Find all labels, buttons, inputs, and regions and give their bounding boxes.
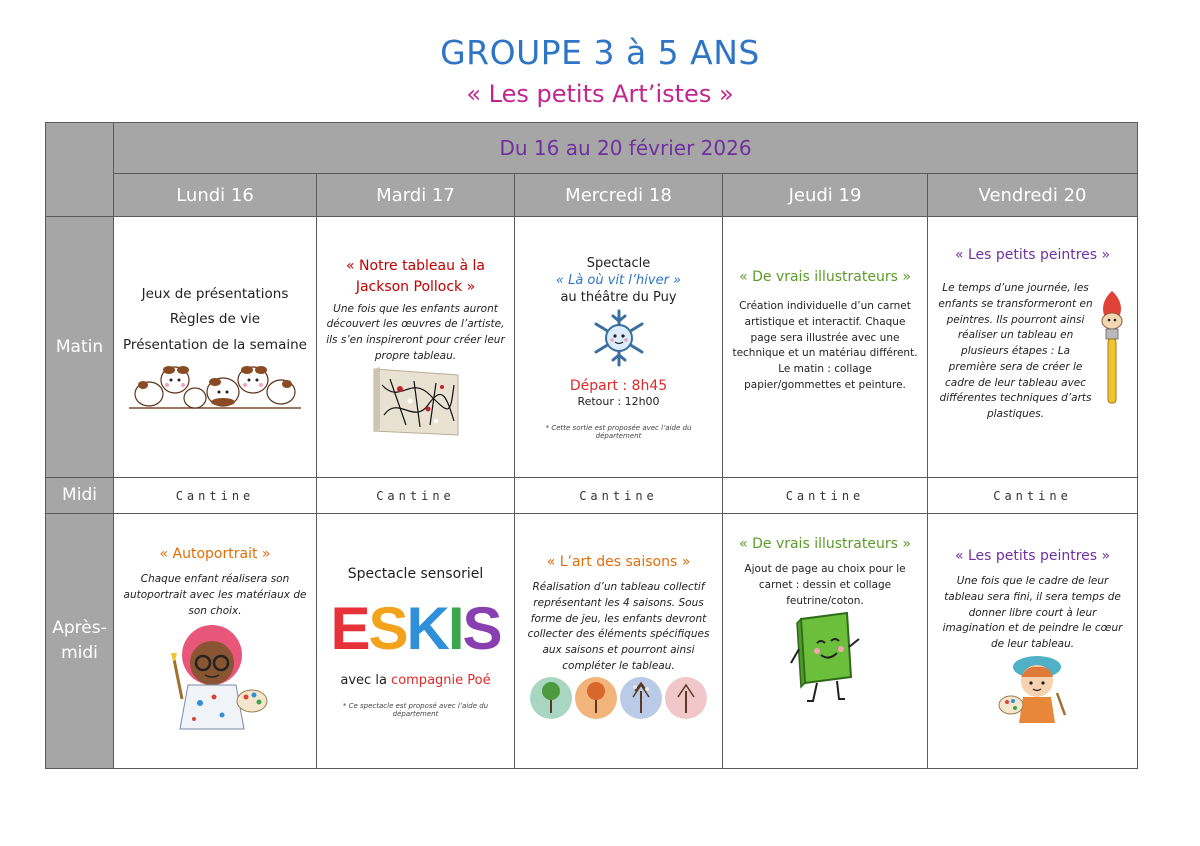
matin-lundi-cell — [114, 217, 317, 478]
day-wednesday: Mercredi 18 — [515, 174, 723, 217]
matin-jeudi-cell — [723, 217, 928, 478]
eskis-logo — [325, 595, 506, 662]
am-vendredi-title: « Les petits peintres » — [954, 548, 1111, 564]
matin-lundi-line3: Présentation de la semaine — [123, 336, 307, 353]
matin-lundi-line2: Règles de vie — [169, 311, 261, 328]
matin-vendredi-cell — [928, 217, 1138, 478]
row-label-matin: Matin — [46, 217, 114, 478]
am-mercredi-cell — [515, 514, 723, 769]
matin-mardi-text: Une fois que les enfants auront découvert les œuvres de l’artiste, ils s’en inspireront pour créer leur propre tableau. — [326, 302, 505, 362]
am-vendredi-cell — [928, 514, 1138, 769]
pollock-painting — [370, 365, 462, 439]
snowflake-icon — [589, 308, 649, 368]
eskis-letter: I — [447, 595, 463, 662]
painter-boy-illustration — [997, 653, 1069, 727]
schedule-table — [45, 122, 1138, 769]
page-subtitle: « Les petits Art’istes » — [466, 80, 734, 108]
row-label-apres-midi — [46, 514, 114, 769]
am-vendredi-text: Une fois que le cadre de leur tableau sera fini, il sera temps de donner libre court à leur imagination et de peindre le cœur de leur tableau. — [942, 575, 1123, 650]
matin-mercredi-depart: Départ : 8h45 — [569, 377, 668, 394]
am-mardi-cell — [317, 514, 515, 769]
day-monday: Lundi 16 — [114, 174, 317, 217]
day-thursday: Jeudi 19 — [723, 174, 928, 217]
matin-jeudi-text: Création individuelle d’un carnet artistique et interactif. Chaque page sera illustrée avec une technique et un matériau différent. Le matin : collage papier/gommettes et peinture. — [732, 300, 918, 391]
midi-vendredi: Cantine — [928, 478, 1138, 514]
am-mardi-line2: avec la — [340, 673, 392, 688]
row-label-midi: Midi — [46, 478, 114, 514]
am-lundi-cell — [114, 514, 317, 769]
seasons-trees-icons — [529, 675, 709, 721]
bears-illustration — [127, 358, 303, 412]
am-lundi-title: « Autoportrait » — [159, 546, 271, 562]
eskis-letter: S — [462, 595, 501, 662]
matin-mardi-title: « Notre tableau à la Jackson Pollock » — [346, 257, 485, 295]
corner-cell — [46, 123, 114, 217]
painter-girl-illustration — [160, 619, 270, 737]
page-title: GROUPE 3 à 5 ANS — [440, 33, 760, 72]
am-mardi-note: * Ce spectacle est proposé avec l’aide du département — [342, 702, 489, 718]
day-friday: Vendredi 20 — [928, 174, 1138, 217]
midi-jeudi: Cantine — [723, 478, 928, 514]
midi-lundi: Cantine — [114, 478, 317, 514]
am-mercredi-title: « L’art des saisons » — [546, 554, 691, 570]
am-jeudi-text: Ajout de page au choix pour le carnet : dessin et collage feutrine/coton. — [744, 563, 906, 607]
matin-mardi-cell — [317, 217, 515, 478]
am-mardi-line1: Spectacle sensoriel — [347, 566, 484, 582]
matin-jeudi-title: « De vrais illustrateurs » — [739, 269, 911, 285]
am-jeudi-cell — [723, 514, 928, 769]
row-label-apres: Après- — [52, 618, 107, 639]
eskis-letter: S — [368, 595, 407, 662]
matin-vendredi-title: « Les petits peintres » — [954, 247, 1111, 263]
matin-lundi-line1: Jeux de présentations — [141, 285, 289, 302]
eskis-letter: E — [330, 595, 369, 662]
midi-mardi: Cantine — [317, 478, 515, 514]
am-lundi-text: Chaque enfant réalisera son autoportrait avec les matériaux de son choix. — [123, 573, 307, 617]
matin-mercredi-cell — [515, 217, 723, 478]
midi-mercredi: Cantine — [515, 478, 723, 514]
matin-mercredi-place: au théâtre du Puy — [560, 290, 677, 306]
am-jeudi-title: « De vrais illustrateurs » — [739, 536, 911, 552]
book-character-icon — [789, 609, 861, 705]
row-label-midi2: midi — [61, 643, 98, 663]
week-range: Du 16 au 20 février 2026 — [114, 123, 1138, 174]
matin-vendredi-text: Le temps d’une journée, les enfants se transformeront en peintres. Ils pourront ainsi réaliser un tableau en plusieurs étapes : La première sera de créer le cadre de leur tableau avec différentes techniques d’arts plastiques. — [938, 282, 1093, 420]
matin-mercredi-note: * Cette sortie est proposée avec l’aide du département — [545, 424, 692, 441]
am-mercredi-text: Réalisation d’un tableau collectif représentant les 4 saisons. Sous forme de jeu, les enfants devront collecter des éléments spécifiques aux saisons et pourront ainsi compléter le tableau. — [527, 581, 710, 672]
eskis-letter: K — [406, 595, 448, 662]
matin-mercredi-retour: Retour : 12h00 — [577, 394, 660, 408]
am-mardi-company: compagnie Poé — [391, 673, 491, 688]
paintbrush-icon — [1095, 289, 1129, 407]
matin-mercredi-line1: Spectacle — [586, 255, 651, 271]
day-tuesday: Mardi 17 — [317, 174, 515, 217]
matin-mercredi-show: « Là où vit l’hiver » — [555, 273, 682, 289]
